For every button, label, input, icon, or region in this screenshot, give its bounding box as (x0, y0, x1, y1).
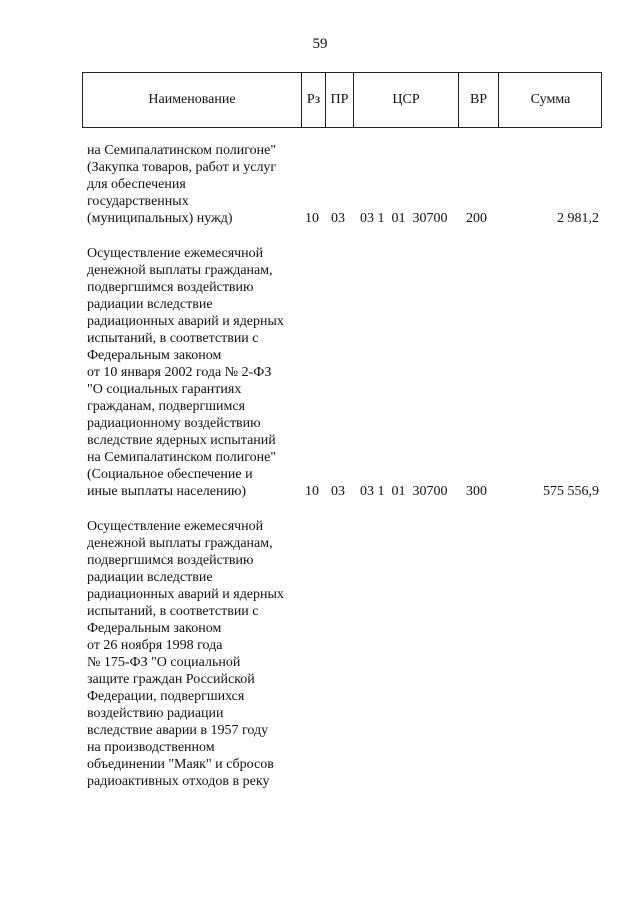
row-2-line: от 10 января 2002 года № 2-ФЗ (87, 365, 272, 380)
row-3-line: на производственном (87, 740, 215, 755)
row-3-line: от 26 ноября 1998 года (87, 638, 223, 653)
row-3-line: объединении "Маяк" и сбросов (87, 757, 274, 772)
row-1-line: государственных (87, 194, 189, 209)
row-3-line: защите граждан Российской (87, 672, 255, 687)
row-3-line: № 175-ФЗ "О социальной (87, 655, 241, 670)
row-2-description (87, 245, 312, 500)
row-2-line: иные выплаты населению) (87, 484, 247, 499)
header-vr: ВР (458, 73, 498, 127)
header-rz: Рз (301, 73, 325, 127)
row-1-rz: 10 (305, 211, 319, 226)
row-1-pr: 03 (331, 211, 345, 226)
row-3-line: Федерации, подвергшихся (87, 689, 245, 704)
row-2-line: испытаний, в соответствии с (87, 331, 259, 346)
row-3-line: Осуществление ежемесячной (87, 519, 264, 534)
row-3-line: радиоактивных отходов в реку (87, 774, 270, 789)
row-1-csr: 03 1 01 30700 (360, 211, 448, 226)
row-3-line: воздействию радиации (87, 706, 224, 721)
page-number: 59 (312, 36, 328, 52)
row-3-description (87, 518, 312, 790)
header-csr: ЦСР (353, 73, 458, 127)
row-3-line: испытаний, в соответствии с (87, 604, 259, 619)
row-1-vr: 200 (466, 211, 487, 226)
row-2-line: гражданам, подвергшимся (87, 399, 246, 414)
row-2-line: на Семипалатинском полигоне" (87, 450, 277, 465)
table-header (82, 72, 602, 128)
row-1-sum: 2 981,2 (557, 211, 599, 226)
row-2-line: (Социальное обеспечение и (87, 467, 253, 482)
row-3-line: денежной выплаты гражданам, (87, 536, 273, 551)
row-3-line: радиации вследствие (87, 570, 213, 585)
header-pr: ПР (325, 73, 353, 127)
row-1-line: для обеспечения (87, 177, 186, 192)
row-1-line: (Закупка товаров, работ и услуг (87, 160, 277, 175)
row-3-line: подвергшимся воздействию (87, 553, 254, 568)
row-1-description (87, 142, 312, 227)
row-2-line: денежной выплаты гражданам, (87, 263, 273, 278)
row-2-sum: 575 556,9 (543, 484, 599, 499)
row-2-line: Федеральным законом (87, 348, 222, 363)
row-2-csr: 03 1 01 30700 (360, 484, 448, 499)
header-name: Наименование (148, 92, 236, 107)
row-3-line: вследствие аварии в 1957 году (87, 723, 269, 738)
row-2-rz: 10 (305, 484, 319, 499)
row-2-line: радиационному воздействию (87, 416, 261, 431)
row-1-line: (муниципальных) нужд) (87, 211, 233, 226)
row-3-line: радиационных аварий и ядерных (87, 587, 284, 602)
row-2-line: "О социальных гарантиях (87, 382, 242, 397)
row-2-pr: 03 (331, 484, 345, 499)
row-2-line: Осуществление ежемесячной (87, 246, 264, 261)
row-2-line: радиации вследствие (87, 297, 213, 312)
row-2-vr: 300 (466, 484, 487, 499)
row-3-line: Федеральным законом (87, 621, 222, 636)
row-2-line: радиационных аварий и ядерных (87, 314, 284, 329)
row-1-line: на Семипалатинском полигоне" (87, 143, 277, 158)
row-2-line: подвергшимся воздействию (87, 280, 254, 295)
row-2-line: вследствие ядерных испытаний (87, 433, 276, 448)
header-sum: Сумма (498, 73, 602, 127)
